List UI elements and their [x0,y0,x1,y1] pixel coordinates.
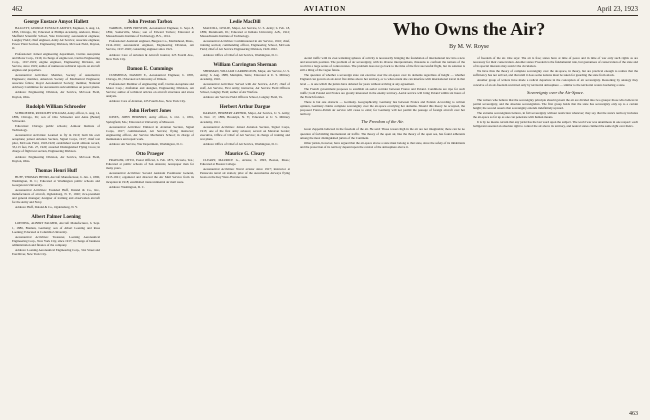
article-paragraph: We have thus the theory of complete sovereignty over the air-space, in theory, but are practical enough to realize that the sufficiency has not arrived, and that until it does some nations must be taken for guarding the state from attack. [473,69,638,78]
article-paragraph: The French government proposes to establish an aerial corridor between France and Poland. Conditions are ripe for such traffic; both Poland and France are greatly interested in the enemy territory. Aerial service will bring Poland within six hours of the French frontier. [300,86,465,99]
biography-name: Leslie MacDill [229,20,261,25]
biography-paragraph: Aeronautical Activities: Second Assistant Postmaster General, 1915-1921; organized and directed the Air Mail Service from its inception in 1918; established transcontinental air mail route. [106,171,194,184]
page-number-right: 463 [629,411,638,417]
biography-paragraph: DARGUE, HERBERT ARTHUR, Major, Air Service, U. S. Army; b. Nov. 17, 1886, Brooklyn, N. Y.; Educated at U. S. Military Academy, 1911. [200,111,290,124]
article-paragraph: The question of whether a sovereign state can exercise over the air-space over its domains regardless of height — whether England can govern an air-level five miles above her territory, or to what extent she can interfere with international travel in that level — is one which the jurists have debated for years without arriving at any agreement. [300,73,465,86]
article-subheading: Sovereignty over the Air-Space. [527,89,584,95]
biography-paragraph: Address: Air Service Field Officers School, Langley Field, Va. [203,95,283,100]
biography-name: John Herbert Jones [128,109,172,115]
biography-paragraph: Aeronautical Activities: Founded Huff, Daland & Co., Inc., manufacturers of aircraft, Ogdensburg, N. Y., 1920; vice-president and general manager; designer of training and observation aircraft for the Army and Navy. [12,188,100,205]
biography-paragraph: CUMMINGS, DAMON E., Aeronautical Engineer, b. 1895, Chicago, Ill.; Educated at University of Illinois. [106,72,194,81]
biography-paragraph: PRAEGER, OTTO, Postal Official, b. Feb. 1871, Victoria, Tex.; Educated at public schools of San Antonio; newspaper man for many years. [106,158,194,171]
biography-paragraph: Address: Office of Chief of Air Service, Washington, D. C. [203,52,279,57]
biography-name: Otto Praeger [136,152,164,158]
biography-name: George Eustace Amyot Hallett [23,20,89,25]
article-subheading: The Freedom of the Air. [361,119,404,125]
biography-paragraph: HALLETT, GEORGE EUSTACE AMYOT, Engineer, b. Aug. 14, 1895, Chicago, Ill.; Educated at Phillips Academy, Andover, Mass.; Sheffield Scientific School, Yale University; aeronautical engineer, Langley Field; chief engineer, Army Air Service; associate engineer, Power Plant Section, Engineering Division, McCook Field, Dayton, O. [12,26,100,51]
article-paragraph: The writers who believe that the sovereignty principle should govern the air are divided into two groups: those who believe in partial sovereignty, and the absolute sovereigntists. The first group holds that the state has sovereignty only up to a certain height; the second asserts that sovereignty extends indefinitely upward. [473,97,638,110]
biography-paragraph: Professional: Joined engineering department, Curtiss Aeroplane and Motor Corp., 1916; in charge of engine test, Curtiss Engineering Corp., 1917-1919; engine engineer, Engineering Division, Air Service, since 1919; author of numerous technical reports on aircraft engines and propellers. [12,51,100,72]
article-paragraph: of freedom of the air. One says: The air is free; states have at time of peace and in time of war only such rights as are necessary for their conservation. Another states: Freedom is the fundamental rule, but guarantees of conservation of the state and of its special interests may restrict the circulation. [473,56,638,69]
biography-name: Herbert Arthur Dargue [219,105,271,111]
biography-paragraph: HUFF, THOMAS HENRI, Aircraft Manufacturer, b. Jan. 1, 1890, Washington, D. C.; Educated at Washington public schools and Georgetown University. [12,174,100,187]
article-paragraph: Other jurists, however, have argued that the air-space above a state must belong to that state, since the safety of its inhabitants and the protection of its territory depend upon the control of the atmosphere above it. [300,140,465,149]
header-rule [12,15,638,16]
running-title: AVIATION [303,5,347,13]
article-column-1 [300,56,465,408]
article-paragraph: There is but one obstacle — Germany. Geographically, Germany lies between France and Poland. According to written opinion, Germany claims complete sovereignty over the air-space overlying her domains. Should this theory be accepted, the proposed Franco-Polish air service will cease to exist; for Germany will not permit the passage of foreign aircraft over her territory. [300,99,465,117]
article-title: Who Owns the Air? [392,19,546,39]
biography-paragraph: Address: Washington, D. C. [109,184,145,189]
biography-paragraph: Aeronautical Activities: Learned to fly in 1910; built his own aeroplane; joined Aviation Section, Signal Corps, 1917; chief test pilot, McCook Field, 1918-1920; established world altitude record, 33,113 feet, Feb. 27, 1920; awarded Distinguished Flying Cross; in charge of flight test section, Engineering Division. [12,133,100,154]
biography-paragraph: Education: Chicago public schools; Armour Institute of Technology. [12,123,100,132]
biography-name: Albert Palmer Loening [31,215,81,221]
issue-date: April 23, 1923 [596,5,638,13]
biography-paragraph: Aeronautical Activities: Commissioned in Air Service, 1916; chief, training section; commanding officer, Engineering School, McCook Field; chief of Air Service Engineering Division, 1920-1922. [200,39,290,52]
article-author: By M. W. Royse [449,44,489,50]
biography-column-1 [12,19,100,409]
biography-paragraph: MACDILL, LESLIE, Major, Air Service, U. S. Army; b. Feb. 18, 1889, Monmouth, Ill.; Educated at Indiana University, A.B., 1912; Massachusetts Institute of Technology. [200,26,290,39]
biography-paragraph: Aeronautical Activities: Treasurer, Loening Aeronautical Engineering Corp., New York City, since 1917; in charge of business administration and finance of the company. [12,234,100,247]
article-column-2 [473,56,638,408]
page-number-left: 462 [12,5,23,13]
biography-paragraph: Address: Air Service, War Department, Washington, D. C. [109,141,184,146]
biography-paragraph: Address: Office of Chief of Air Service, Washington, D. C. [203,141,279,146]
biography-column-2 [106,19,194,409]
biography-paragraph: SHERMAN, WILLIAM CARRINGTON, Major, Air Service, U. S. Army; b. Aug. 1888, Memphis, Tenn.; Educated at U. S. Military Academy, 1910. [200,68,290,81]
article-paragraph: Another group of writers have made a radical departure in the conception of air sovereignty. Reasoning by analogy they conceive of an air-freedom restricted only by territorial atmosphere — similar to the territorial waters bordering a state. [473,78,638,87]
biography-name: Thomas Henri Huff [34,168,78,174]
article-paragraph: Great Zeppelin believed in the freedom of the air. He said: Those towers high in the air are not imaginable; there can be no question of forbidding international air traffic. The theory of the open air, like the theory of the open sea, has found adherents among the most distinguished jurists of the Continent. [300,127,465,140]
biography-paragraph: Aeronautical Activities: Joined Aviation Section, Signal Corps, 1913; one of the first army aviators; served on Mexican border; executive, Office of Chief of Air Service; in charge of training and war plans. [200,124,290,141]
biography-paragraph: Aeronautical Activities: Enlisted in Aviation Section, Signal Corps, 1917; commissioned, Air Service; flying instructor; engineering officer, Air Service Mechanics School; in charge of maintenance and repair work. [106,124,194,141]
biography-paragraph: Address: Care of Aviation & Aircraft Journal, 225 Fourth Ave., New York City. [106,52,194,61]
biography-paragraph: Address: Engineering Division, Air Service, McCook Field, Dayton, Ohio. [12,90,100,99]
biography-name: William Carrington Sherman [213,62,277,68]
biography-paragraph: TARBOX, JOHN PRESTON, Aeronautical Engineer, b. Sept. 8, 1892, Somerville, Mass.; son of Edward Tarbox; Educated at Massachusetts Institute of Technology, B.S., 1914. [106,26,194,39]
biography-paragraph: SCHROEDER, RUDOLPH WILLIAM, Army officer, b. Aug. 14, 1886, Chicago, Ill.; son of Otto Schroeder and Anna (Beitel) Schroeder. [12,110,100,123]
biography-paragraph: Address: Loening Aeronautical Engineering Corp., 31st Street and East River, New York City. [12,248,100,257]
biography-paragraph: JONES, JOHN HERBERT, Army officer, b. Oct. 1, 1891, Springfield, Mo.; Educated at University of Missouri. [106,115,194,124]
biography-name: Damon E. Cummings [127,66,173,72]
biography-paragraph: Aeronautical Activities: Member, Society of Automotive Engineers; member, American Society of Mechanical Engineers; associate fellow, Royal Aeronautical Society; member, National Advisory Committee for Aeronautics subcommittee on power plants. [12,73,100,90]
biography-paragraph: Aeronautical Activities: Naval aviator since 1917; instructor at Pensacola naval air station; pilot of the Aeromarine Airways flying boats on the Key West–Havana route. [200,167,290,180]
article-paragraph: It is by no means certain that any jurist has the last word upon the subject. The world war was unanimous in one respect: each belligerent asserted an absolute right to control the air above its territory, and neutral states claimed the same right over theirs. [473,120,638,129]
biography-paragraph: Professional: Member of engineering staff, Curtiss Aeroplane and Motor Corp.; draftsman and designer, Engineering Division, Air Service; author of technical articles on aircraft structures and stress analysis. [106,81,194,99]
biography-column-3 [200,19,290,409]
biography-paragraph: Address: Huff, Daland & Co., Ogdensburg, N. Y. [15,205,78,210]
biography-name: Rudolph William Schroeder [25,104,86,110]
biography-name: Maurice G. Cleary [224,152,266,158]
biography-paragraph: Aeronautical Activities: Served with Air Service, A.E.F.; chief of staff, Air Service, First Army; instructor, Air Service Field Officers School, Langley Field; author of Air Warfare. [200,81,290,95]
biography-paragraph: CLEARY, MAURICE G., Aviator, b. 1893, Boston, Mass.; Educated at Boston College. [200,158,290,167]
biography-paragraph: Professional: Assistant engineer, Burgess Co., Marblehead, Mass., 1914-1916; aeronautical engineer, Engineering Division, Air Service, 1917-1920; consulting engineer since 1921. [106,39,194,52]
biography-paragraph: LOENING, ALBERT PALMER, Aircraft Manufacturer, b. Sept. 1, 1886, Bremen, Germany; son of Albert Loening and Rosa Loening; Educated at Columbia University. [12,221,100,234]
article-paragraph: The extreme sovereignists believe, in full sovereignty without restriction whatever; they say that the state's territory includes the air-space as far up as one can penetrate with human means. [473,111,638,120]
biography-paragraph: Address: Engineering Division, Air Service, McCook Field, Dayton, Ohio. [12,154,100,163]
article-paragraph: Aerial traffic with its ever-widening spheres of activity is necessarily bringing the foundation of international law into a new and uncertain position. The problem of air sovereignty, with its diverse interpretations, threatens to confront the nations of the world in a large series of controversies. The problem does not go back to the time of the first successful flight, but its solution is still a thing of the vague future. [300,56,465,73]
biography-name: John Preston Tarbox [127,20,173,25]
biography-paragraph: Address: Care of Aviation, 225 Fourth Ave., New York City. [109,99,186,104]
